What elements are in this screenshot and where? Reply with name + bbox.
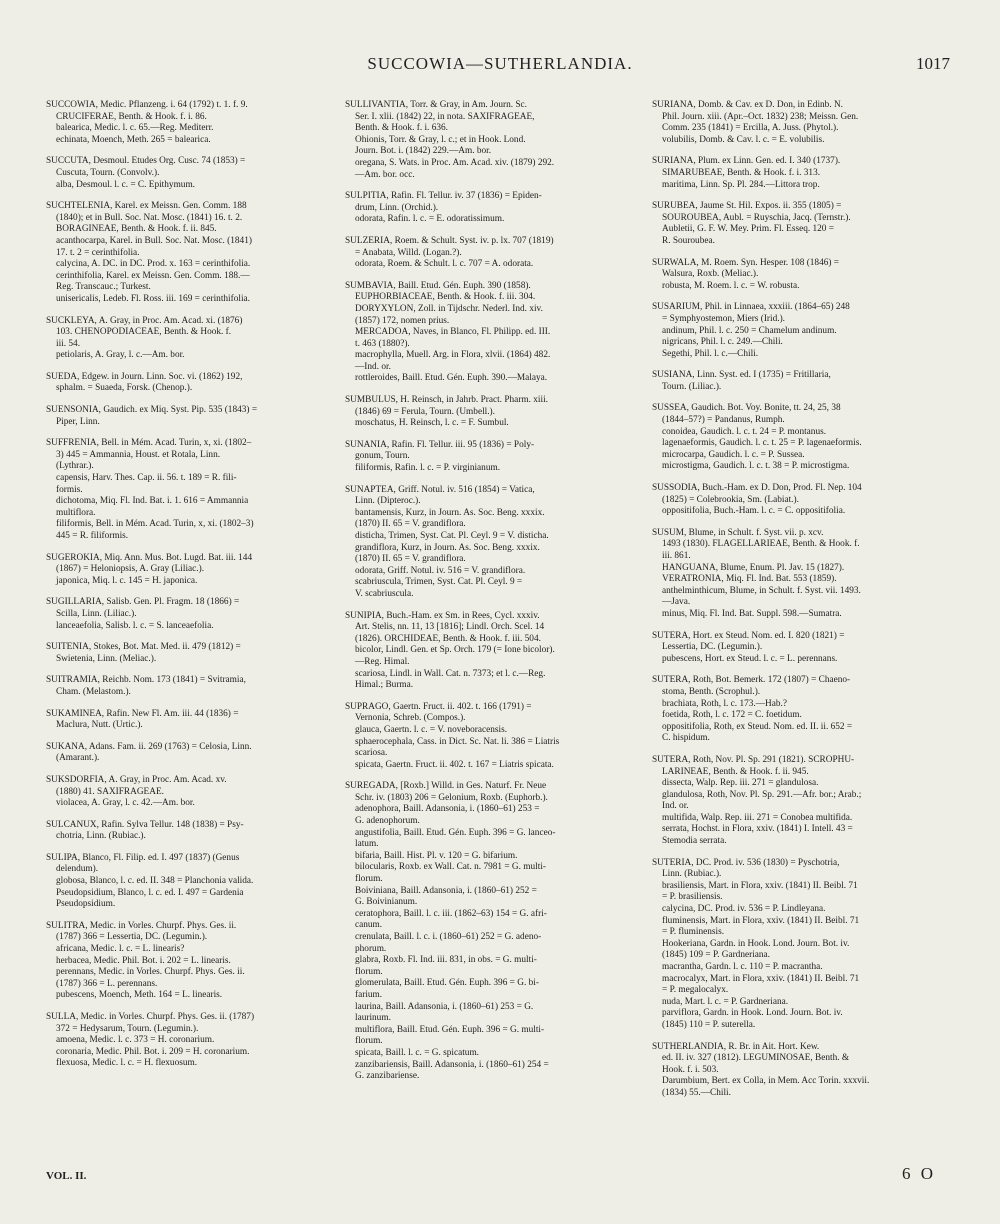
entry-line: macrocalyx, Mart. in Flora, xxiv. (1841) II. Beibl. 71	[662, 973, 860, 984]
dictionary-entry	[652, 755, 950, 848]
entry-line: oregana, S. Wats. in Proc. Am. Acad. xiv. (1879) 292.	[355, 157, 555, 168]
entry-line: florum.	[355, 874, 383, 885]
entry-line: Himal.; Burma.	[355, 680, 414, 691]
entry-line: (1826). ORCHIDEAE, Benth. & Hook. f. iii. 504.	[355, 633, 541, 644]
entry-line: gonum, Tourn.	[355, 451, 410, 462]
entry-line: drum, Linn. (Orchid.).	[355, 202, 439, 213]
entry-headline: SUTHERLANDIA, R. Br. in Ait. Hort. Kew.	[652, 1041, 820, 1052]
entry-line: laurinum.	[355, 1013, 391, 1024]
entry-line: (1787) 366 = Lessertia, DC. (Legumin.).	[56, 932, 208, 943]
dictionary-entry	[652, 631, 950, 666]
entry-headline: SULITRA, Medic. in Vorles. Churpf. Phys. Ges. ii.	[46, 920, 237, 931]
dictionary-entry	[345, 485, 643, 601]
entry-line: lagenaeformis, Gaudich. l. c. t. 25 = P. lagenaeformis.	[662, 438, 862, 449]
dictionary-entry	[345, 191, 643, 226]
dictionary-entry	[652, 528, 950, 621]
entry-line: echinata, Moench, Meth. 265 = balearica.	[56, 134, 211, 145]
entry-line: LARINEAE, Benth. & Hook. f. ii. 945.	[662, 766, 809, 777]
entry-line: disticha, Trimen, Syst. Cat. Pl. Ceyl. 9 = V. disticha.	[355, 531, 549, 541]
entry-headline: SUNIPIA, Buch.-Ham. ex Sm. in Rees, Cycl. xxxiv.	[345, 610, 540, 621]
dictionary-entry	[345, 702, 643, 772]
entry-line: spicata, Baill. l. c. = G. spicatum.	[355, 1047, 480, 1058]
entry-line: Ser. I. xlii. (1842) 22, in nota. SAXIFRAGEAE,	[355, 111, 535, 122]
entry-headline: SUENSONIA, Gaudich. ex Miq. Syst. Pip. 535 (1843) =	[46, 405, 258, 416]
entry-line: Piper, Linn.	[56, 416, 100, 427]
entry-line: bilocularis, Roxb. ex Wall. Cat. n. 7981 = G. multi-	[355, 862, 547, 873]
entry-line: Hookeriana, Gardn. in Hook. Lond. Journ. Bot. iv.	[662, 938, 850, 949]
entry-line: delendum).	[56, 864, 99, 875]
entry-headline: SUITRAMIA, Reichb. Nom. 173 (1841) = Svitramia,	[46, 675, 246, 686]
entry-line: G. adenophorum.	[355, 816, 420, 827]
entry-line: herbacea, Medic. Phil. Bot. i. 202 = L. linearis.	[56, 955, 231, 966]
dictionary-entry	[46, 553, 344, 588]
dictionary-entry	[46, 775, 344, 810]
entry-line: 17. t. 2 = cerinthifolia.	[56, 247, 140, 258]
entry-line: G. Boivinianum.	[355, 897, 418, 908]
entry-headline: SUKANA, Adans. Fam. ii. 269 (1763) = Celosia, Linn.	[46, 741, 252, 752]
column-1	[46, 100, 344, 1180]
dictionary-entry	[46, 100, 344, 146]
entry-line: MERCADOA, Naves, in Blanco, Fl. Philipp. ed. III.	[355, 327, 551, 338]
entry-line: cerinthifolia, Karel. ex Meissn. Gen. Comm. 188.—	[56, 270, 250, 281]
entry-line: (1840); et in Bull. Soc. Nat. Mosc. (1841) 16. t. 2.	[56, 212, 243, 223]
entry-line: Ohionis, Torr. & Gray, l. c.; et in Hook. Lond.	[355, 134, 526, 145]
entry-line: Cham. (Melastom.).	[56, 686, 131, 697]
entry-line: = P. fluminensis.	[662, 927, 725, 938]
entry-line: (1870) II. 65 = V. grandiflora.	[355, 519, 466, 530]
entry-headline: SURUBEA, Jaume St. Hil. Expos. ii. 355 (1805) =	[652, 201, 842, 212]
entry-line: parviflora, Gardn. in Hook. Lond. Journ. Bot. iv.	[662, 1008, 843, 1019]
entry-line: SOUROUBEA, Aubl. = Ruyschia, Jacq. (Ternstr.).	[662, 212, 851, 223]
entry-line: Journ. Bot. i. (1842) 229.—Am. bor.	[355, 146, 492, 157]
entry-line: multiflora.	[56, 507, 96, 518]
entry-line: G. zanzibariense.	[355, 1071, 420, 1082]
dictionary-entry	[345, 236, 643, 271]
entry-line: Tourn. (Liliac.).	[662, 381, 722, 392]
entry-line: ed. II. iv. 327 (1812). LEGUMINOSAE, Benth. &	[662, 1053, 850, 1064]
entry-line: Comm. 235 (1841) = Ercilla, A. Juss. (Phytol.).	[662, 123, 839, 134]
dictionary-entry	[652, 483, 950, 518]
entry-line: grandiflora, Kurz, in Journ. As. Soc. Beng. xxxix.	[355, 542, 540, 553]
dictionary-entry	[46, 853, 344, 911]
dictionary-entry	[46, 201, 344, 305]
entry-line: lanceaefolia, Salisb. l. c. = S. lanceaefolia.	[56, 620, 214, 631]
entry-line: (1845) 110 = P. suterella.	[662, 1019, 756, 1030]
entry-headline: SUNAPTEA, Griff. Notul. iv. 516 (1854) = Vatica,	[345, 484, 535, 495]
dictionary-entry	[345, 395, 643, 430]
entry-line: bantamensis, Kurz, in Journ. As. Soc. Beng. xxxix.	[355, 507, 545, 518]
dictionary-entry	[652, 201, 950, 247]
entry-line: R. Souroubea.	[662, 235, 715, 246]
dictionary-entry	[345, 611, 643, 692]
entry-headline: SUCHTELENIA, Karel. ex Meissn. Gen. Comm. 188	[46, 201, 247, 212]
entry-headline: SUSARIUM, Phil. in Linnaea, xxxiii. (1864–65) 248	[652, 302, 850, 313]
entry-headline: SUPRAGO, Gaertn. Fruct. ii. 402. t. 166 (1791) =	[345, 701, 532, 712]
entry-line: DORYXYLON, Zoll. in Tijdschr. Nederl. Ind. xiv.	[355, 303, 543, 314]
entry-line: C. hispidum.	[662, 733, 710, 744]
entry-headline: SURIANA, Plum. ex Linn. Gen. ed. I. 340 (1737).	[652, 156, 841, 167]
entry-line: florum.	[355, 1036, 383, 1047]
entry-headline: SUSUM, Blume, in Schult. f. Syst. vii. p. xcv.	[652, 527, 824, 538]
page-number: 1017	[916, 54, 950, 73]
entry-line: macrophylla, Muell. Arg. in Flora, xlvii. (1864) 482.	[355, 350, 551, 361]
entry-line: 103. CHENOPODIACEAE, Benth. & Hook. f.	[56, 327, 232, 338]
entry-line: Pseudopsidium, Blanco, l. c. ed. I. 497 = Gardenia	[56, 887, 244, 898]
entry-headline: SUITENIA, Stokes, Bot. Mat. Med. ii. 479 (1812) =	[46, 642, 241, 653]
entry-line: globosa, Blanco, l. c. ed. II. 348 = Planchonia valida.	[56, 876, 254, 887]
dictionary-entry	[345, 281, 643, 385]
entry-line: robusta, M. Roem. l. c. = W. robusta.	[662, 280, 800, 291]
entry-line: filiformis, Bell. in Mém. Acad. Turin, x, xi. (1802–3)	[56, 519, 254, 530]
entry-line: serrata, Hochst. in Flora, xxiv. (1841) I. Intell. 43 =	[662, 824, 853, 835]
entry-line: glandulosa, Roth, Nov. Pl. Sp. 291.—Afr. bor.; Arab.;	[662, 789, 862, 800]
entry-line: = Anabata, Willd. (Logan.?).	[355, 247, 462, 258]
entry-line: pubescens, Hort. ex Steud. l. c. = L. perennans.	[662, 653, 838, 664]
entry-headline: SUREGADA, [Roxb.] Willd. in Ges. Naturf. Fr. Neue	[345, 781, 547, 792]
entry-line: dichotoma, Miq. Fl. Ind. Bat. i. 1. 616 = Ammannia	[56, 496, 249, 507]
entry-line: Reg. Transcauc.; Turkest.	[56, 282, 151, 293]
dictionary-entry	[652, 258, 950, 293]
entry-line: Linn. (Dipteroc.).	[355, 496, 421, 507]
entry-line: V. scabriuscula.	[355, 588, 414, 599]
entry-line: oppositifolia, Buch.-Ham. l. c. = C. oppositifolia.	[662, 506, 846, 517]
entry-line: coronaria, Medic. Phil. Bot. i. 209 = H. coronarium.	[56, 1046, 250, 1057]
entry-line: (1844–57?) = Pandanus, Rumph.	[662, 415, 785, 426]
entry-line: flexuosa, Medic. l. c. = H. flexuosum.	[56, 1058, 198, 1069]
entry-line: —Am. bor. occ.	[355, 169, 415, 180]
entry-headline: SULLIVANTIA, Torr. & Gray, in Am. Journ. Sc.	[345, 100, 528, 110]
entry-headline: SUTERA, Hort. ex Steud. Nom. ed. I. 820 (1821) =	[652, 630, 845, 641]
entry-headline: SUTERA, Roth, Nov. Pl. Sp. 291 (1821). SCROPHU-	[652, 754, 855, 765]
entry-line: Benth. & Hook. f. i. 636.	[355, 123, 448, 134]
entry-line: alba, Desmoul. l. c. = C. Epithymum.	[56, 179, 195, 190]
entry-line: adenophora, Baill. Adansonia, i. (1860–61) 253 =	[355, 804, 540, 815]
entry-headline: SUGILLARIA, Salisb. Gen. Pl. Fragm. 18 (1866) =	[46, 597, 240, 608]
entry-line: HANGUANA, Blume, Enum. Pl. Jav. 15 (1827).	[662, 562, 845, 573]
entry-line: volubilis, Domb. & Cav. l. c. = E. volubilis.	[662, 134, 825, 145]
entry-line: anthelminthicum, Blume, in Schult. f. Syst. vii. 1493.	[662, 585, 861, 596]
entry-headline: SUCKLEYA, A. Gray, in Proc. Am. Acad. xi. (1876)	[46, 315, 243, 326]
entry-line: foetida, Roth, l. c. 172 = C. foetidum.	[662, 710, 802, 721]
entry-line: angustifolia, Baill. Etud. Gén. Euph. 396 = G. lanceo-	[355, 827, 556, 838]
entry-line: rottleroides, Baill. Etud. Gén. Euph. 390.—Malaya.	[355, 373, 548, 384]
entry-line: phorum.	[355, 943, 387, 954]
entry-line: glabra, Roxb. Fl. Ind. iii. 831, in obs. = G. multi-	[355, 955, 537, 966]
entry-line: iii. 861.	[662, 551, 691, 561]
dictionary-entry	[46, 709, 344, 732]
signature-mark: 6 O	[902, 1164, 937, 1183]
entry-line: scariosa, Lindl. in Wall. Cat. n. 7373; et l. c.—Reg.	[355, 668, 546, 679]
dictionary-entry	[46, 438, 344, 542]
entry-line: conoidea, Gaudich. l. c. t. 24 = P. montanus.	[662, 426, 827, 437]
entry-line: —Ind. or.	[355, 361, 391, 372]
entry-line: BORAGINEAE, Benth. & Hook. f. ii. 845.	[56, 224, 217, 235]
dictionary-entry	[46, 820, 344, 843]
entry-headline: SULPITIA, Rafin. Fl. Tellur. iv. 37 (1836) = Epiden-	[345, 191, 542, 202]
entry-line: filiformis, Rafin. l. c. = P. virginianum.	[355, 463, 501, 474]
entry-line: odorata, Griff. Notul. iv. 516 = V. grandiflora.	[355, 565, 526, 576]
entry-line: Maclura, Nutt. (Urtic.).	[56, 720, 143, 731]
entry-line: Schr. iv. (1803) 206 = Gelonium, Roxb. (Euphorb.).	[355, 792, 548, 803]
entry-line: crenulata, Baill. l. c. i. (1860–61) 252 = G. adeno-	[355, 932, 542, 942]
entry-line: (1787) 366 = L. perennans.	[56, 978, 158, 989]
entry-line: formis.	[56, 484, 83, 495]
entry-line: nuda, Mart. l. c. = P. Gardneriana.	[662, 996, 789, 1007]
entry-headline: SUNANIA, Rafin. Fl. Tellur. iii. 95 (1836) = Poly-	[345, 439, 535, 450]
entry-line: canum.	[355, 920, 383, 931]
dictionary-entry	[46, 156, 344, 191]
entry-line: acanthocarpa, Karel. in Bull. Soc. Nat. Mosc. (1841)	[56, 235, 252, 246]
volume-label: VOL. II.	[46, 1170, 87, 1182]
entry-line: andinum, Phil. l. c. 250 = Chamelum andinum.	[662, 325, 837, 336]
dictionary-entry	[652, 675, 950, 745]
entry-line: africana, Medic. l. c. = L. linearis?	[56, 944, 185, 955]
entry-line: petiolaris, A. Gray, l. c.—Am. bor.	[56, 350, 185, 361]
entry-line: 445 = R. filiformis.	[56, 531, 129, 541]
entry-headline: SULIPA, Blanco, Fl. Filip. ed. I. 497 (1837) (Genus	[46, 852, 240, 863]
entry-headline: SUEDA, Edgew. in Journ. Linn. Soc. vi. (1862) 192,	[46, 371, 243, 382]
entry-line: = P. megalocalyx.	[662, 985, 729, 996]
entry-line: nigricans, Phil. l. c. 249.—Chili.	[662, 337, 783, 348]
entry-line: microcarpa, Gaudich. l. c. = P. Sussea.	[662, 449, 805, 460]
entry-line: stoma, Benth. (Scrophul.).	[662, 686, 761, 697]
entry-headline: SUMBULUS, H. Reinsch, in Jahrb. Pract. Pharm. xiii.	[345, 395, 548, 406]
entry-headline: SUTERA, Roth, Bot. Bemerk. 172 (1807) = Chaeno-	[652, 675, 851, 686]
entry-headline: SUCCOWIA, Medic. Pflanzeng. i. 64 (1792) t. 1. f. 9.	[46, 100, 248, 110]
entry-headline: SUKSDORFIA, A. Gray, in Proc. Am. Acad. xv.	[46, 774, 227, 785]
dictionary-entry	[46, 1012, 344, 1070]
dictionary-entry	[652, 156, 950, 191]
entry-line: scabriuscula, Trimen, Syst. Cat. Pl. Ceyl. 9 =	[355, 577, 523, 588]
entry-line: sphaerocephala, Cass. in Dict. Sc. Nat. li. 386 = Liatris	[355, 736, 560, 747]
entry-headline: SUGEROKIA, Miq. Ann. Mus. Bot. Lugd. Bat. iii. 144	[46, 552, 253, 563]
entry-line: = P. brasiliensis.	[662, 892, 723, 903]
entry-line: (1845) 109 = P. Gardneriana.	[662, 950, 770, 961]
entry-headline: SUSIANA, Linn. Syst. ed. I (1735) = Fritillaria,	[652, 370, 831, 381]
entry-line: (1857) 172, nomen prius.	[355, 315, 450, 326]
entry-line: microstigma, Gaudich. l. c. t. 38 = P. microstigma.	[662, 461, 850, 472]
entry-headline: SUCCUTA, Desmoul. Etudes Org. Cusc. 74 (1853) =	[46, 156, 246, 167]
entry-line: japonica, Miq. l. c. 145 = H. japonica.	[56, 575, 198, 586]
entry-line: amoena, Medic. l. c. 373 = H. coronarium.	[56, 1035, 215, 1046]
entry-line: (1880) 41. SAXIFRAGEAE.	[56, 786, 164, 797]
entry-line: moschatus, H. Reinsch, l. c. = F. Sumbul.	[355, 418, 509, 429]
entry-line: latum.	[355, 839, 379, 850]
entry-line: Boiviniana, Baill. Adansonia, i. (1860–61) 252 =	[355, 885, 537, 896]
dictionary-entry	[652, 1042, 950, 1100]
entry-line: Vernonia, Schreb. (Compos.).	[355, 713, 466, 724]
entry-line: odorata, Rafin. l. c. = E. odoratissimum.	[355, 214, 505, 225]
entry-line: brasiliensis, Mart. in Flora, xxiv. (1841) II. Beibl. 71	[662, 880, 858, 891]
entry-line: (Lythrar.).	[56, 461, 94, 472]
entry-headline: SULCANUX, Rafin. Sylva Tellur. 148 (1838) = Psy-	[46, 819, 244, 830]
entry-headline: SUTERIA, DC. Prod. iv. 536 (1830) = Pyschotria,	[652, 857, 840, 868]
column-3	[652, 100, 950, 1180]
dictionary-entry	[652, 100, 950, 146]
entry-headline: SURWALA, M. Roem. Syn. Hesper. 108 (1846) =	[652, 257, 840, 268]
entry-line: dissecta, Walp. Rep. iii. 271 = glandulosa.	[662, 778, 819, 789]
dictionary-entry	[46, 642, 344, 665]
entry-headline: SULZERIA, Roem. & Schult. Syst. iv. p. lx. 707 (1819)	[345, 235, 554, 246]
entry-line: bicolor, Lindl. Gen. et Sp. Orch. 179 (= Ione bicolor).	[355, 645, 555, 656]
entry-line: bifaria, Baill. Hist. Pl. v. 120 = G. bifarium.	[355, 850, 518, 861]
entry-line: perennans, Medic. in Vorles. Churpf. Phys. Ges. ii.	[56, 967, 245, 978]
entry-line: Hook. f. i. 503.	[662, 1064, 719, 1075]
dictionary-entry	[46, 921, 344, 1002]
dictionary-entry	[46, 316, 344, 362]
entry-line: violacea, A. Gray, l. c. 42.—Am. bor.	[56, 798, 195, 809]
entry-headline: SUSSODIA, Buch.-Ham. ex D. Don, Prod. Fl. Nep. 104	[652, 483, 862, 494]
entry-line: Ind. or.	[662, 801, 689, 812]
page-footer	[46, 1164, 956, 1200]
entry-line: calycina, DC. Prod. iv. 536 = P. Lindleyana.	[662, 904, 826, 915]
entry-line: 3) 445 = Ammannia, Houst. et Rotala, Linn.	[56, 449, 221, 460]
entry-line: VERATRONIA, Miq. Fl. Ind. Bat. 553 (1859).	[662, 574, 837, 585]
entry-headline: SURIANA, Domb. & Cav. ex D. Don, in Edinb. N.	[652, 100, 844, 110]
dictionary-entry	[46, 597, 344, 632]
dictionary-entry	[46, 405, 344, 428]
entry-line: Lessertia, DC. (Legumin.).	[662, 642, 763, 653]
entry-line: Linn. (Rubiac.).	[662, 869, 722, 880]
entry-line: CRUCIFERAE, Benth. & Hook. f. i. 86.	[56, 111, 207, 122]
entry-line: (1870) II. 65 = V. grandiflora.	[355, 554, 466, 565]
dictionary-entry	[652, 302, 950, 360]
entry-line: scariosa.	[355, 748, 388, 759]
entry-line: Art. Stelis, nn. 11, 13 [1816]; Lindl. Orch. Scel. 14	[355, 622, 545, 633]
entry-line: ceratophora, Baill. l. c. iii. (1862–63) 154 = G. afri-	[355, 908, 547, 919]
dictionary-entry	[46, 742, 344, 765]
entry-line: Darumbium, Bert. ex Colla, in Mem. Acc Torin. xxxvii.	[662, 1076, 870, 1087]
entry-line: Aubletii, G. F. W. Mey. Prim. Fl. Esseq. 120 =	[662, 224, 835, 235]
page-header	[40, 54, 960, 84]
entry-line: laurina, Baill. Adansonia, i. (1860–61) 253 = G.	[355, 1001, 534, 1012]
entry-line: (1825) = Colebrookia, Sm. (Labiat.).	[662, 494, 799, 505]
entry-line: (1846) 69 = Ferula, Tourn. (Umbell.).	[355, 406, 495, 417]
entry-line: brachiata, Roth, l. c. 173.—Hab.?	[662, 698, 787, 709]
entry-line: Pseudopsidium.	[56, 899, 116, 910]
entry-line: minus, Miq. Fl. Ind. Bat. Suppl. 598.—Sumatra.	[662, 608, 842, 619]
entry-line: (Amarant.).	[56, 753, 100, 764]
entry-line: Walsura, Roxb. (Meliac.).	[662, 269, 759, 280]
dictionary-entry	[46, 675, 344, 698]
dictionary-entry	[46, 372, 344, 395]
entry-line: fluminensis, Mart. in Flora, xxiv. (1841) II. Beibl. 71	[662, 915, 860, 926]
entry-line: zanzibariensis, Baill. Adansonia, i. (1860–61) 254 =	[355, 1059, 549, 1070]
entry-headline: SULLA, Medic. in Vorles. Churpf. Phys. Ges. ii. (1787)	[46, 1012, 255, 1022]
entry-line: Cuscuta, Tourn. (Convolv.).	[56, 167, 160, 178]
entry-line: unisericalis, Ledeb. Fl. Ross. iii. 169 = cerinthifolia.	[56, 293, 250, 304]
entry-line: (1867) = Heloniopsis, A. Gray (Liliac.).	[56, 564, 205, 575]
entry-line: odorata, Roem. & Schult. l. c. 707 = A. odorata.	[355, 259, 534, 270]
entry-line: (1834) 55.—Chili.	[662, 1087, 731, 1098]
column-2	[345, 100, 643, 1180]
entry-line: pubescens, Moench, Meth. 164 = L. linearis.	[56, 990, 223, 1001]
entry-line: 1493 (1830). FLAGELLARIEAE, Benth. & Hook. f.	[662, 539, 860, 550]
entry-line: —Java.	[662, 597, 691, 608]
entry-line: Phil. Journ. xiii. (Apr.–Oct. 1832) 238; Meissn. Gen.	[662, 111, 859, 122]
entry-line: maritima, Linn. Sp. Pl. 284.—Littora trop.	[662, 179, 820, 190]
entry-line: capensis, Harv. Thes. Cap. ii. 56. t. 189 = R. fili-	[56, 473, 237, 484]
entry-line: —Reg. Himal.	[355, 656, 410, 667]
dictionary-entry	[652, 370, 950, 393]
entry-line: multiflora, Baill. Etud. Gén. Euph. 396 = G. multi-	[355, 1024, 545, 1035]
entry-line: balearica, Medic. l. c. 65.—Reg. Mediterr.	[56, 123, 214, 134]
running-title: SUCCOWIA—SUTHERLANDIA.	[367, 54, 633, 73]
dictionary-entry	[652, 858, 950, 1032]
dictionary-entry	[345, 100, 643, 181]
entry-line: spicata, Gaertn. Fruct. ii. 402. t. 167 = Liatris spicata.	[355, 759, 554, 770]
entry-line: multifida, Walp. Rep. iii. 271 = Conobea multifida.	[662, 812, 853, 823]
entry-line: Stemodia serrata.	[662, 836, 727, 847]
entry-line: SIMARUBEAE, Benth. & Hook. f. i. 313.	[662, 167, 821, 178]
entry-line: glauca, Gaertn. l. c. = V. noveboracensis.	[355, 724, 508, 735]
entry-line: calycina, A. DC. in DC. Prod. x. 163 = cerinthifolia.	[56, 259, 251, 270]
entry-line: glomerulata, Baill. Etud. Gén. Euph. 396 = G. bi-	[355, 978, 539, 989]
dictionary-entry	[345, 781, 643, 1082]
entry-line: sphalm. = Suaeda, Forsk. (Chenop.).	[56, 383, 193, 394]
dictionary-entry	[345, 440, 643, 475]
entry-line: EUPHORBIACEAE, Benth. & Hook. f. iii. 304.	[355, 292, 536, 303]
entry-line: chotria, Linn. (Rubiac.).	[56, 831, 146, 842]
entry-headline: SUSSEA, Gaudich. Bot. Voy. Bonite, tt. 24, 25, 38	[652, 403, 841, 414]
entry-line: iii. 54.	[56, 338, 81, 349]
entry-line: = Symphyostemon, Miers (Irid.).	[662, 313, 785, 324]
entry-line: 372 = Hedysarum, Tourn. (Legumin.).	[56, 1023, 199, 1034]
dictionary-entry	[652, 403, 950, 473]
entry-headline: SUFFRENIA, Bell. in Mém. Acad. Turin, x, xi. (1802–	[46, 438, 252, 449]
entry-line: t. 463 (1880?).	[355, 338, 410, 349]
entry-line: Segethi, Phil. l. c.—Chili.	[662, 348, 759, 359]
entry-headline: SUMBAVIA, Baill. Etud. Gén. Euph. 390 (1858).	[345, 280, 531, 291]
entry-line: florum.	[355, 966, 383, 977]
entry-line: Swietenia, Linn. (Meliac.).	[56, 653, 157, 664]
entry-line: farium.	[355, 989, 383, 1000]
entry-headline: SUKAMINEA, Rafin. New Fl. Am. iii. 44 (1836) =	[46, 708, 239, 719]
entry-line: Scilla, Linn. (Liliac.).	[56, 608, 137, 619]
entry-line: oppositifolia, Roth, ex Steud. Nom. ed. II. ii. 652 =	[662, 721, 853, 732]
entry-line: macrantha, Gardn. l. c. 110 = P. macrantha.	[662, 962, 823, 972]
